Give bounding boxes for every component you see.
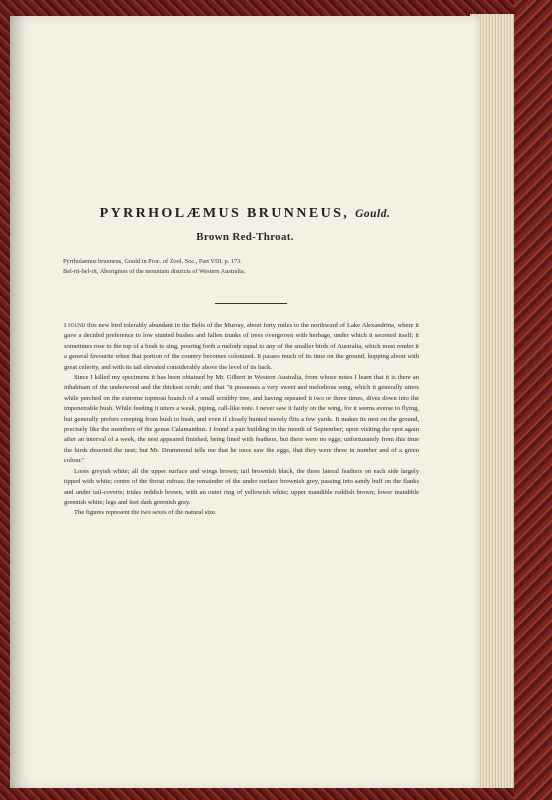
synonym-list [63, 257, 443, 277]
paragraph-text: Since I killed my specimens it has been obtained by Mr. Gilbert in Western Australia, from whose notes I learn that it is there an inhabitant of the underwood and the thickest scrub; and that "it possesses a very sweet and melodious song, which it generally utters while perched on the extreme topmost branch of a small scrubby tree, and having repeated it two or three times, dives down into the impenetrable bush. While feeding it utters a weak, piping, call-like note. I never saw it fairly on the wing, for it seems averse to flying, but generally prefers creeping from bush to bush, and even if closely hunted merely flits a few yards. It makes its nest on the ground, precisely like the members of the genus Calamanthus. I found a pair building in the month of September; upon visiting the spot again after an interval of a week, the nest appeared finished, being lined with feathers, but there were no eggs; unfortunately from this time the birds deserted the nest; but Mr. Drummond tells me that he once saw the eggs, that they were three in number and of a green colour." [64, 374, 419, 465]
common-name: Brown Red-Throat. [196, 231, 294, 243]
paragraph [64, 467, 419, 509]
paragraph [64, 373, 419, 467]
paragraph-lead: I found [64, 322, 86, 329]
synonym-line: Bel-rit-bel-rit, Aborigines of the mountain districts of Western Australia. [63, 268, 246, 275]
body-text [64, 321, 419, 519]
species-title [10, 206, 480, 222]
synonym-line: Pyrrholæmus brunneus, Gould in Proc. of Zool. Soc., Part VIII. p. 173. [63, 258, 242, 265]
section-divider [215, 303, 287, 304]
book-page [10, 16, 480, 788]
paragraph-text: Lores greyish white; all the upper surface and wings brown; tail brownish black, the three lateral feathers on each side largely tipped with white; centre of the throat rufous; the remainder of the under surface brownish grey, passing into sandy buff on the flanks and under tail-coverts; irides reddish brown, with an outer ring of yellowish white; upper mandible reddish brown; lower mandible greenish white; legs and feet dark greenish grey. [64, 467, 419, 506]
book-binding-edge [514, 0, 552, 800]
species-author: Gould. [355, 208, 391, 220]
paragraph [64, 321, 419, 373]
paragraph-text: The figures represent the two sexes of the natural size. [74, 509, 217, 517]
paragraph-text: this new bird tolerably abundant in the Belts of the Murray, about forty miles to the northward of Lake Alexandrina, where it gave a decided preference to low stunted bushes and fallen trunks of trees overgrown with herbage, under which it secreted itself; it sometimes rose to the top of a bush to sing, pouring forth a melody equal to any of the smaller birds of Australia, which must render it a general favourite when that portion of the country becomes colonized. It passes much of its time on the ground, hopping about with great celerity, and with its tail elevated considerably above the level of its back. [64, 322, 419, 371]
paragraph [64, 508, 419, 518]
species-name: PYRRHOLÆMUS BRUNNEUS, [99, 206, 350, 221]
